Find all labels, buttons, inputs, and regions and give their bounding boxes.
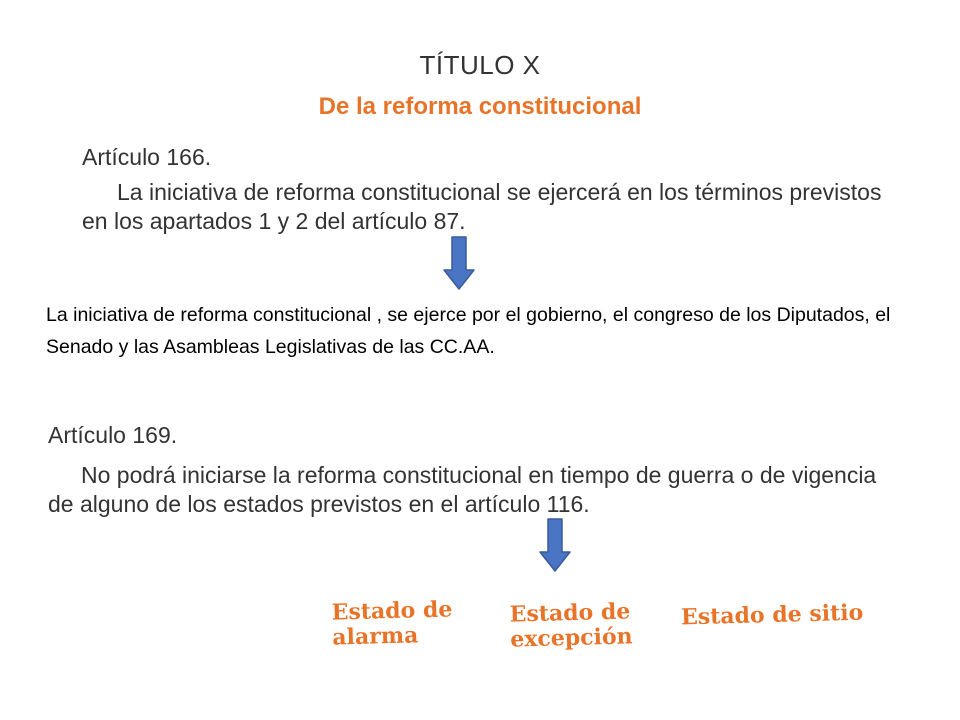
article-166-heading: Artículo 166. [82, 144, 212, 170]
state-excepcion-line1: Estado de [509, 598, 631, 628]
summary-text: La iniciativa de reforma constitucional , se ejerce por el gobierno, el congreso de los Diputados, el Senado y las Asambleas Legislativas de las CC.AA. [46, 304, 891, 358]
article-169-text: No podrá iniciarse la reforma constitucional en tiempo de guerra o de vigencia de alguno de los estados previstos en el artículo 116. [48, 462, 877, 517]
title-number: TÍTULO X [419, 50, 541, 80]
state-excepcion [509, 599, 633, 652]
state-excepcion-line2: excepción [509, 623, 633, 653]
arrow-down-icon [539, 518, 571, 572]
article-166-text: La iniciativa de reforma constitucional se ejercerá en los términos previstos en los apartados 1 y 2 del artículo 87. [82, 179, 882, 234]
article-169-heading: Artículo 169. [48, 422, 178, 448]
arrow-down-icon [443, 236, 475, 290]
state-alarma-line2: alarma [331, 622, 419, 651]
title-subtitle: De la reforma constitucional [318, 93, 642, 120]
state-sitio: Estado de sitio [680, 599, 864, 631]
state-alarma-line1: Estado de [331, 596, 453, 626]
state-alarma [331, 597, 453, 650]
